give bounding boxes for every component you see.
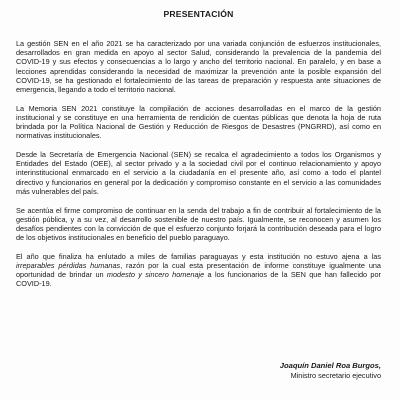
paragraph-4 [16, 206, 381, 243]
paragraph-1 [16, 39, 381, 94]
paragraph-3-text: Desde la Secretaría de Emergencia Nacional (SEN) se recalca el agradecimiento a todos los Organismos y Entidades del Estado (OEE), al sector privado y a la sociedad civil por el continuo relacionamiento y apoyo interinstitucional enmarcado en el servicio a la ciudadanía en el presente año, así como a todo el plantel directivo y funcionarios en general por la dedicación y compromiso constante en el servicio a las comunidades más vulnerables del país. [16, 150, 381, 196]
paragraph-2-text: La Memoria SEN 2021 constituye la compilación de acciones desarrolladas en el marco de la gestión institucional y se constituye en una herramienta de rendición de cuentas públicas que denota la hoja de ruta brindada por la Política Nacional de Gestión y Reducción de Riesgos de Desastres (PNGRRD), así como en normativas institucionales. [16, 103, 381, 141]
paragraph-2 [16, 104, 381, 141]
paragraph-5-text-a: El año que finaliza ha enlutado a miles de familias paraguayas y esta institución no estuvo ajena a las [16, 251, 381, 261]
document-title: PRESENTACIÓN [163, 9, 234, 19]
paragraph-5-emphasis-tribute: modesto y sincero homenaje [106, 270, 205, 280]
paragraph-5-text-b: , razón por la cual esta presentación de informe constituye igualmente una oportunidad de brindar un [16, 261, 381, 280]
paragraph-5 [16, 252, 381, 289]
signatory-role: Ministro secretario ejecutivo [290, 371, 381, 380]
paragraph-3 [16, 150, 381, 196]
paragraph-5-text-c: a los funcionarios de la SEN que han fallecido por COVID-19. [16, 270, 381, 289]
paragraph-4-text: Se acentúa el firme compromiso de continuar en la senda del trabajo a fin de contribuir al fortalecimiento de la gestión pública, y a su vez, al desarrollo sostenible de nuestro país. Igualmente, se reconocen y asumen los desafíos pendientes con la convicción de que el esfuerzo conjunto forjará la contribución deseada para el logro de los objetivos institucionales en beneficio del pueblo paraguayo. [16, 205, 381, 243]
paragraph-1-text: La gestión SEN en el año 2021 se ha caracterizado por una variada conjunción de esfuerzos institucionales, desarrollados en gran medida en apoyo al sector Salud, considerando la prevalencia de la pandemia del COVID-19 y sus efectos y consecuencias a lo largo y ancho del territorio nacional. En paralelo, y en base a lecciones aprendidas considerando la necesidad de maximizar la prevención ante la posible expansión del COVID-19, se ha gestionado el fortalecimiento de las tareas de preparación y respuesta ante situaciones de emergencia, llegando a todo el territorio nacional. [16, 39, 381, 95]
signature-block [280, 361, 381, 381]
paragraph-5-emphasis-losses: irreparables pérdidas humanas [16, 261, 121, 271]
signatory-name: Joaquín Daniel Roa Burgos, [279, 361, 381, 370]
